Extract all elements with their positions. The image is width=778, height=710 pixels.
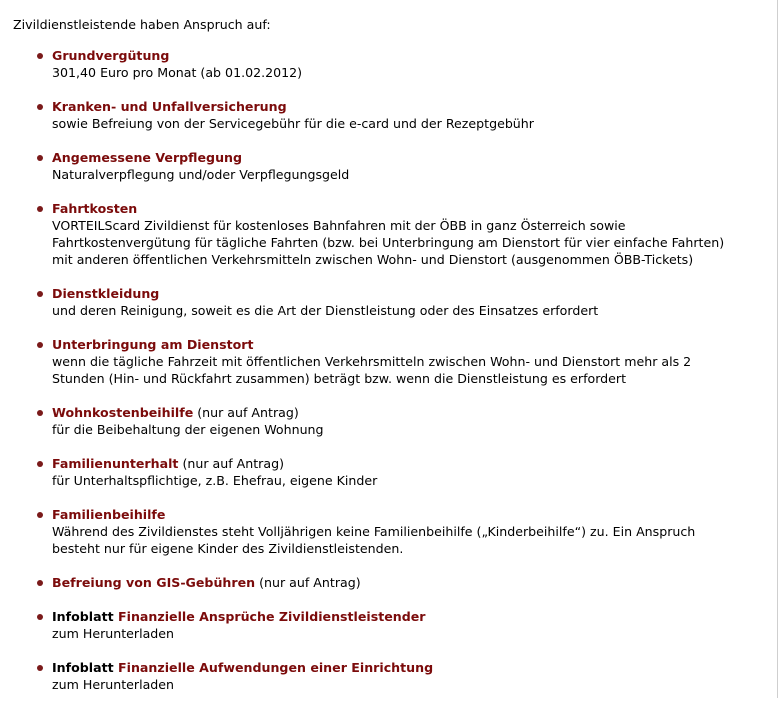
item-description: sowie Befreiung von der Servicegebühr für die e-card und der Rezeptgebühr	[52, 116, 534, 131]
list-item-fahrtkosten	[52, 200, 772, 268]
item-description: Naturalverpflegung und/oder Verpflegungsgeld	[52, 167, 350, 182]
list-item-gis-befreiung	[52, 574, 772, 591]
bullet-icon	[37, 291, 43, 297]
item-title: Befreiung von GIS-Gebühren	[52, 575, 256, 590]
bullet-icon	[37, 206, 43, 212]
list-item-unterbringung	[52, 336, 772, 387]
bullet-icon	[37, 461, 43, 467]
bullet-icon	[37, 410, 43, 416]
item-note: (nur auf Antrag)	[178, 456, 284, 471]
item-description: für Unterhaltspflichtige, z.B. Ehefrau, eigene Kinder	[52, 473, 378, 488]
item-note: (nur auf Antrag)	[255, 575, 361, 590]
list-item-familienunterhalt	[52, 455, 772, 489]
item-title: Fahrtkosten	[52, 201, 138, 216]
bullet-icon	[37, 512, 43, 518]
download-link-aufwendungen[interactable]: Finanzielle Aufwendungen einer Einrichtung	[118, 660, 434, 675]
item-description-line: Während des Zivildienstes steht Volljährigen keine Familienbeihilfe („Kinderbeihilfe“) zu. Ein Anspruch	[52, 524, 696, 539]
item-title: Familienunterhalt	[52, 456, 179, 471]
list-item-verpflegung	[52, 149, 772, 183]
bullet-icon	[37, 104, 43, 110]
list-item-grundverguetung	[52, 47, 772, 81]
item-description-line: Stunden (Hin- und Rückfahrt zusammen) beträgt bzw. wenn die Dienstleistung es erfordert	[52, 371, 627, 386]
item-title: Kranken- und Unfallversicherung	[52, 99, 287, 114]
item-title: Angemessene Verpflegung	[52, 150, 243, 165]
item-description-line: mit anderen öffentlichen Verkehrsmitteln zwischen Wohn- und Dienstort (ausgenommen ÖBB-Tickets)	[52, 252, 694, 267]
item-description: zum Herunterladen	[52, 626, 175, 641]
item-description: zum Herunterladen	[52, 677, 175, 692]
list-item-dienstkleidung	[52, 285, 772, 319]
list-item-familienbeihilfe	[52, 506, 772, 557]
item-description-line: wenn die tägliche Fahrzeit mit öffentlichen Verkehrsmitteln zwischen Wohn- und Dienstort mehr als 2	[52, 354, 692, 369]
item-description-line: besteht nur für eigene Kinder des Zivildienstleistenden.	[52, 541, 404, 556]
list-item-infoblatt-ansprueche	[52, 608, 772, 642]
item-prefix: Infoblatt	[52, 660, 119, 675]
download-link-ansprueche[interactable]: Finanzielle Ansprüche Zivildienstleistender	[118, 609, 426, 624]
item-description: und deren Reinigung, soweit es die Art der Dienstleistung oder des Einsatzes erfordert	[52, 303, 599, 318]
item-title: Familienbeihilfe	[52, 507, 166, 522]
list-item-versicherung	[52, 98, 772, 132]
item-title: Dienstkleidung	[52, 286, 160, 301]
item-description-line: VORTEILScard Zivildienst für kostenloses Bahnfahren mit der ÖBB in ganz Österreich sowie	[52, 218, 626, 233]
bullet-icon	[37, 342, 43, 348]
item-title: Wohnkostenbeihilfe	[52, 405, 194, 420]
item-prefix: Infoblatt	[52, 609, 119, 624]
intro-text: Zivildienstleistende haben Anspruch auf:	[13, 17, 271, 32]
item-description: 301,40 Euro pro Monat (ab 01.02.2012)	[52, 65, 303, 80]
item-title: Grundvergütung	[52, 48, 170, 63]
bullet-icon	[37, 614, 43, 620]
entitlements-list	[52, 47, 772, 710]
item-description-line: Fahrtkostenvergütung für tägliche Fahrten (bzw. bei Unterbringung am Dienstort für vier einfache Fahrten)	[52, 235, 725, 250]
item-note: (nur auf Antrag)	[193, 405, 299, 420]
bullet-icon	[37, 155, 43, 161]
bullet-icon	[37, 53, 43, 59]
list-item-infoblatt-aufwendungen	[52, 659, 772, 693]
item-title: Unterbringung am Dienstort	[52, 337, 254, 352]
bullet-icon	[37, 580, 43, 586]
list-item-wohnkostenbeihilfe	[52, 404, 772, 438]
bullet-icon	[37, 665, 43, 671]
item-description: für die Beibehaltung der eigenen Wohnung	[52, 422, 324, 437]
